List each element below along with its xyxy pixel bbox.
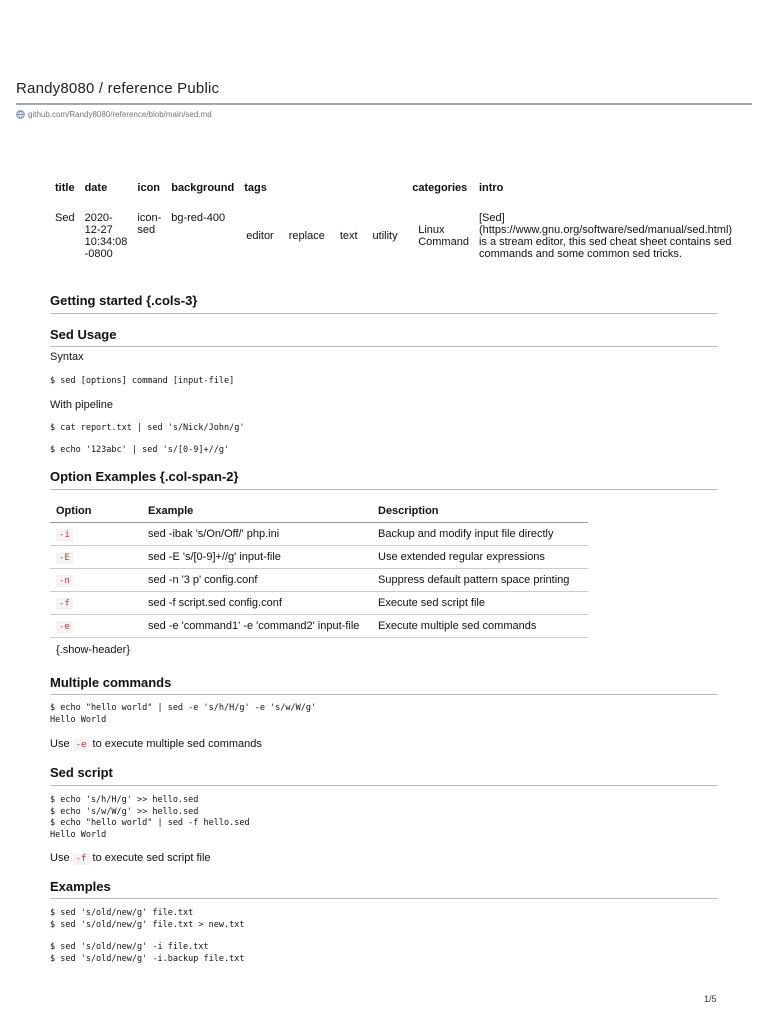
option-flag: -f [56, 598, 73, 610]
table-row [50, 546, 588, 569]
code-block-multiple: $ echo "hello world" | sed -e 's/h/H/g' -e 's/w/W/g' Hello World [50, 703, 317, 725]
date-line: -0800 [84, 248, 113, 260]
option-example: sed -e 'command1' -e 'command2' input-file [142, 615, 372, 638]
header-title: title [55, 182, 75, 194]
section-divider [50, 785, 718, 786]
section-heading-sed-script: Sed script [50, 765, 113, 780]
intro-line: is a stream editor, this sed cheat sheet contains sed [478, 236, 732, 248]
show-header-note: {.show-header} [56, 644, 130, 656]
section-divider [50, 346, 718, 347]
cell-background: bg-red-400 [171, 212, 226, 224]
date-line: 2020- [84, 212, 113, 224]
intro-line: (https://www.gnu.org/software/sed/manual/sed.html) [478, 224, 733, 236]
cell-icon [132, 196, 166, 260]
intro-line: commands and some common sed tricks. [478, 248, 682, 260]
section-heading-option-examples: Option Examples {.col-span-2} [50, 469, 239, 484]
multiple-note [50, 738, 262, 750]
option-description: Suppress default pattern space printing [372, 569, 588, 592]
option-table-header [50, 500, 588, 523]
icon-line: sed [137, 224, 156, 236]
header-background: background [171, 182, 235, 194]
option-flag-cell [50, 615, 142, 638]
intro-line: [Sed] [478, 212, 505, 224]
option-flag: -i [56, 529, 73, 541]
option-example: sed -E 's/[0-9]+//g' input-file [142, 546, 372, 569]
note-text: to execute sed script file [92, 852, 211, 864]
pipeline-label: With pipeline [50, 399, 113, 411]
category-line: Linux [418, 224, 445, 236]
header-tags: tags [244, 182, 267, 194]
section-heading-examples: Examples [50, 879, 111, 894]
option-description: Use extended regular expressions [372, 546, 588, 569]
code-block-pipeline: $ cat report.txt | sed 's/Nick/John/g' [50, 423, 245, 433]
table-row [50, 615, 588, 638]
cell-date [80, 196, 133, 260]
section-divider [50, 489, 718, 490]
section-divider [50, 313, 718, 314]
code-block-syntax: $ sed [options] command [input-file] [50, 376, 235, 386]
source-url[interactable]: github.com/Randy8080/reference/blob/main/sed.md [28, 109, 212, 119]
date-line: 10:34:08 [84, 236, 128, 248]
inline-flag: -e [73, 739, 90, 751]
table-row [50, 523, 588, 546]
header-intro: intro [478, 182, 504, 194]
option-example: sed -ibak 's/On/Off/' php.ini [142, 523, 372, 546]
tag: replace [288, 230, 325, 242]
page-number: 1/5 [704, 994, 717, 1004]
page-title: Randy8080 / reference Public [16, 80, 220, 97]
section-divider [50, 898, 718, 899]
option-description: Execute sed script file [372, 592, 588, 615]
frontmatter-table [50, 180, 737, 260]
use-label: Use [50, 852, 70, 864]
category-line: Command [418, 236, 469, 248]
section-heading-sed-usage: Sed Usage [50, 327, 117, 342]
syntax-label: Syntax [50, 351, 84, 363]
section-heading-multiple-commands: Multiple commands [50, 675, 172, 690]
cell-tags [239, 196, 407, 260]
title-divider [16, 103, 752, 105]
code-block-pipeline: $ echo '123abc' | sed 's/[0-9]+//g' [50, 445, 230, 455]
use-label: Use [50, 738, 70, 750]
section-heading-getting-started: Getting started {.cols-3} [50, 293, 198, 308]
note-text: to execute multiple sed commands [92, 738, 262, 750]
globe-icon [16, 110, 25, 119]
option-flag: -n [56, 575, 73, 587]
frontmatter-header-row [50, 180, 737, 196]
option-flag: -e [56, 621, 73, 633]
option-description: Execute multiple sed commands [372, 615, 588, 638]
source-line[interactable] [16, 108, 212, 120]
code-block-examples: $ sed 's/old/new/g' -i file.txt $ sed 's/old/new/g' -i.backup file.txt [50, 942, 245, 964]
tag: text [339, 230, 358, 242]
option-flag-cell [50, 592, 142, 615]
header-categories: categories [412, 182, 468, 194]
option-example: sed -f script.sed config.conf [142, 592, 372, 615]
script-note [50, 852, 211, 864]
option-example: sed -n '3 p' config.conf [142, 569, 372, 592]
inline-flag: -f [73, 853, 90, 865]
option-flag: -E [56, 552, 73, 564]
option-flag-cell [50, 569, 142, 592]
option-flag-cell [50, 546, 142, 569]
option-table [50, 500, 588, 638]
frontmatter-row [50, 196, 737, 260]
header-icon: icon [137, 182, 161, 194]
tag: editor [246, 230, 274, 242]
header-example: Example [142, 500, 372, 523]
code-block-script: $ echo 's/h/H/g' >> hello.sed $ echo 's/w/W/g' >> hello.sed $ echo "hello world" | sed -f hello.sed Hello World [50, 795, 250, 840]
option-flag-cell [50, 523, 142, 546]
table-row [50, 569, 588, 592]
code-block-examples: $ sed 's/old/new/g' file.txt $ sed 's/old/new/g' file.txt > new.txt [50, 908, 245, 930]
icon-line: icon- [137, 212, 162, 224]
cell-intro [474, 196, 737, 260]
cell-categories [407, 196, 474, 260]
option-description: Backup and modify input file directly [372, 523, 588, 546]
date-line: 12-27 [84, 224, 113, 236]
section-divider [50, 694, 718, 695]
cell-title: Sed [55, 212, 75, 224]
tag: utility [372, 230, 398, 242]
header-date: date [84, 182, 108, 194]
header-option: Option [50, 500, 142, 523]
header-description: Description [372, 500, 588, 523]
table-row [50, 592, 588, 615]
